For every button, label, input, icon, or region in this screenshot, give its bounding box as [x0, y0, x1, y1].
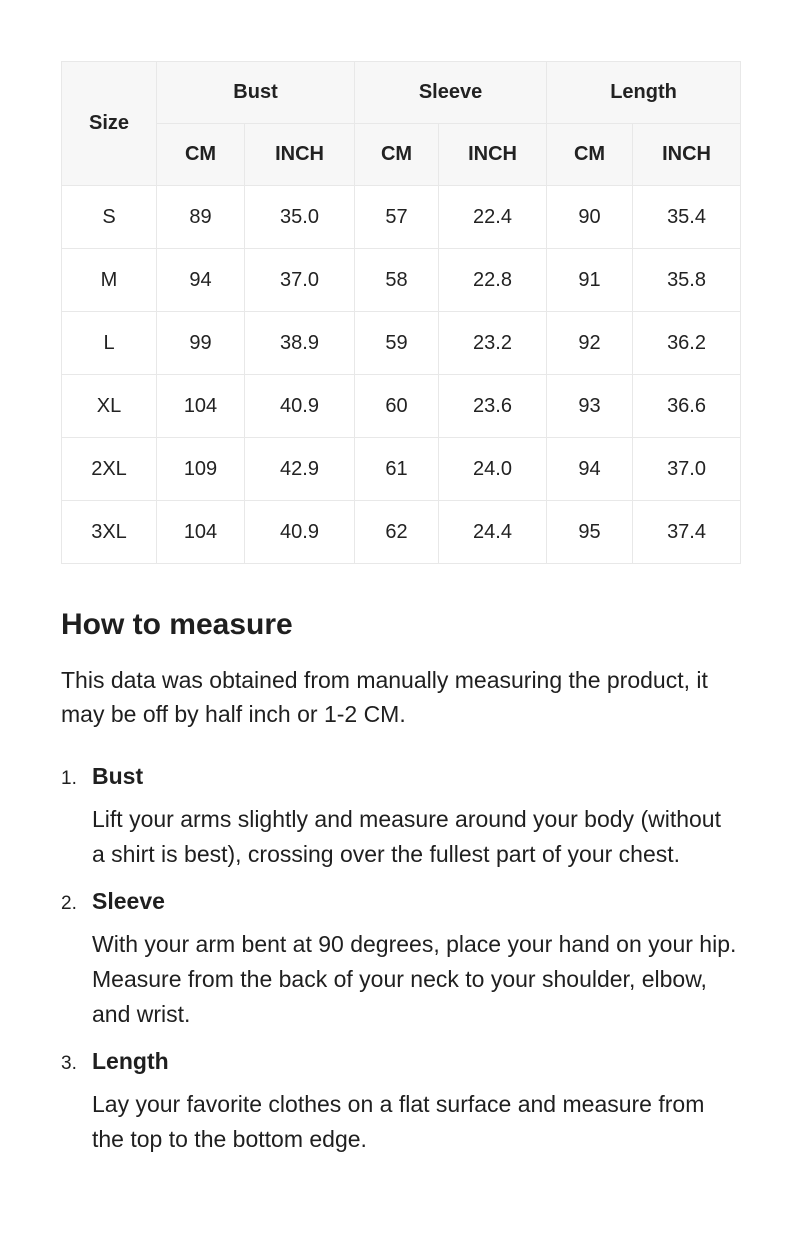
step-header	[61, 888, 740, 915]
table-row-xl	[62, 375, 741, 438]
length-cm-cell: 95	[547, 501, 633, 564]
length-cm-cell: 90	[547, 186, 633, 249]
size-cell: M	[62, 249, 157, 312]
step-title: Bust	[92, 763, 144, 789]
bust-inch-header: INCH	[245, 124, 355, 186]
step-number: 3.	[61, 1053, 77, 1074]
table-row-m	[62, 249, 741, 312]
length-inch-header: INCH	[633, 124, 741, 186]
unit-header-row	[62, 124, 741, 186]
length-inch-cell: 37.4	[633, 501, 741, 564]
size-cell: L	[62, 312, 157, 375]
sleeve-inch-cell: 24.4	[439, 501, 547, 564]
bust-cm-cell: 89	[157, 186, 245, 249]
size-cell: 3XL	[62, 501, 157, 564]
length-inch-cell: 36.6	[633, 375, 741, 438]
size-cell: XL	[62, 375, 157, 438]
step-description: Lift your arms slightly and measure around your body (without a shirt is best), crossing over the fullest part of your chest.	[92, 806, 721, 867]
length-inch-cell: 35.4	[633, 186, 741, 249]
step-number: 1.	[61, 768, 77, 789]
sleeve-inch-cell: 22.4	[439, 186, 547, 249]
sleeve-cm-cell: 61	[355, 438, 439, 501]
sleeve-cm-cell: 60	[355, 375, 439, 438]
bust-inch-cell: 40.9	[245, 375, 355, 438]
sleeve-inch-cell: 23.6	[439, 375, 547, 438]
size-column-header: Size	[62, 62, 157, 186]
sleeve-cm-cell: 57	[355, 186, 439, 249]
bust-cm-cell: 104	[157, 375, 245, 438]
step-length	[61, 1048, 740, 1157]
sleeve-inch-cell: 24.0	[439, 438, 547, 501]
table-row-l	[62, 312, 741, 375]
measure-intro-text: This data was obtained from manually measuring the product, it may be off by half inch or 1-2 CM.	[61, 667, 708, 727]
step-number: 2.	[61, 893, 77, 914]
length-cm-cell: 94	[547, 438, 633, 501]
size-cell: S	[62, 186, 157, 249]
sleeve-cm-cell: 62	[355, 501, 439, 564]
table-row-s	[62, 186, 741, 249]
step-description: Lay your favorite clothes on a flat surface and measure from the top to the bottom edge.	[92, 1091, 705, 1152]
length-inch-cell: 36.2	[633, 312, 741, 375]
size-cell: 2XL	[62, 438, 157, 501]
bust-cm-header: CM	[157, 124, 245, 186]
sleeve-cm-cell: 58	[355, 249, 439, 312]
bust-inch-cell: 40.9	[245, 501, 355, 564]
bust-group-header: Bust	[157, 62, 355, 124]
bust-cm-cell: 94	[157, 249, 245, 312]
group-header-row	[62, 62, 741, 124]
table-row-2xl	[62, 438, 741, 501]
bust-inch-cell: 35.0	[245, 186, 355, 249]
bust-inch-cell: 37.0	[245, 249, 355, 312]
step-title: Sleeve	[92, 888, 165, 914]
size-chart-table	[61, 61, 741, 564]
bust-cm-cell: 109	[157, 438, 245, 501]
bust-inch-cell: 42.9	[245, 438, 355, 501]
sleeve-inch-header: INCH	[439, 124, 547, 186]
bust-cm-cell: 99	[157, 312, 245, 375]
length-cm-cell: 91	[547, 249, 633, 312]
length-cm-cell: 93	[547, 375, 633, 438]
sleeve-cm-header: CM	[355, 124, 439, 186]
sleeve-cm-cell: 59	[355, 312, 439, 375]
step-description: With your arm bent at 90 degrees, place your hand on your hip. Measure from the back of your neck to your shoulder, elbow, and wrist.	[92, 931, 737, 1027]
length-inch-cell: 35.8	[633, 249, 741, 312]
step-title: Length	[92, 1048, 169, 1074]
sleeve-inch-cell: 23.2	[439, 312, 547, 375]
length-cm-cell: 92	[547, 312, 633, 375]
step-header	[61, 763, 740, 790]
how-to-measure-heading: How to measure	[61, 608, 293, 641]
length-cm-header: CM	[547, 124, 633, 186]
table-row-3xl	[62, 501, 741, 564]
measure-steps-list	[61, 763, 740, 1157]
bust-inch-cell: 38.9	[245, 312, 355, 375]
step-header	[61, 1048, 740, 1075]
length-inch-cell: 37.0	[633, 438, 741, 501]
step-sleeve	[61, 888, 740, 1032]
sleeve-inch-cell: 22.8	[439, 249, 547, 312]
step-bust	[61, 763, 740, 872]
length-group-header: Length	[547, 62, 741, 124]
sleeve-group-header: Sleeve	[355, 62, 547, 124]
bust-cm-cell: 104	[157, 501, 245, 564]
